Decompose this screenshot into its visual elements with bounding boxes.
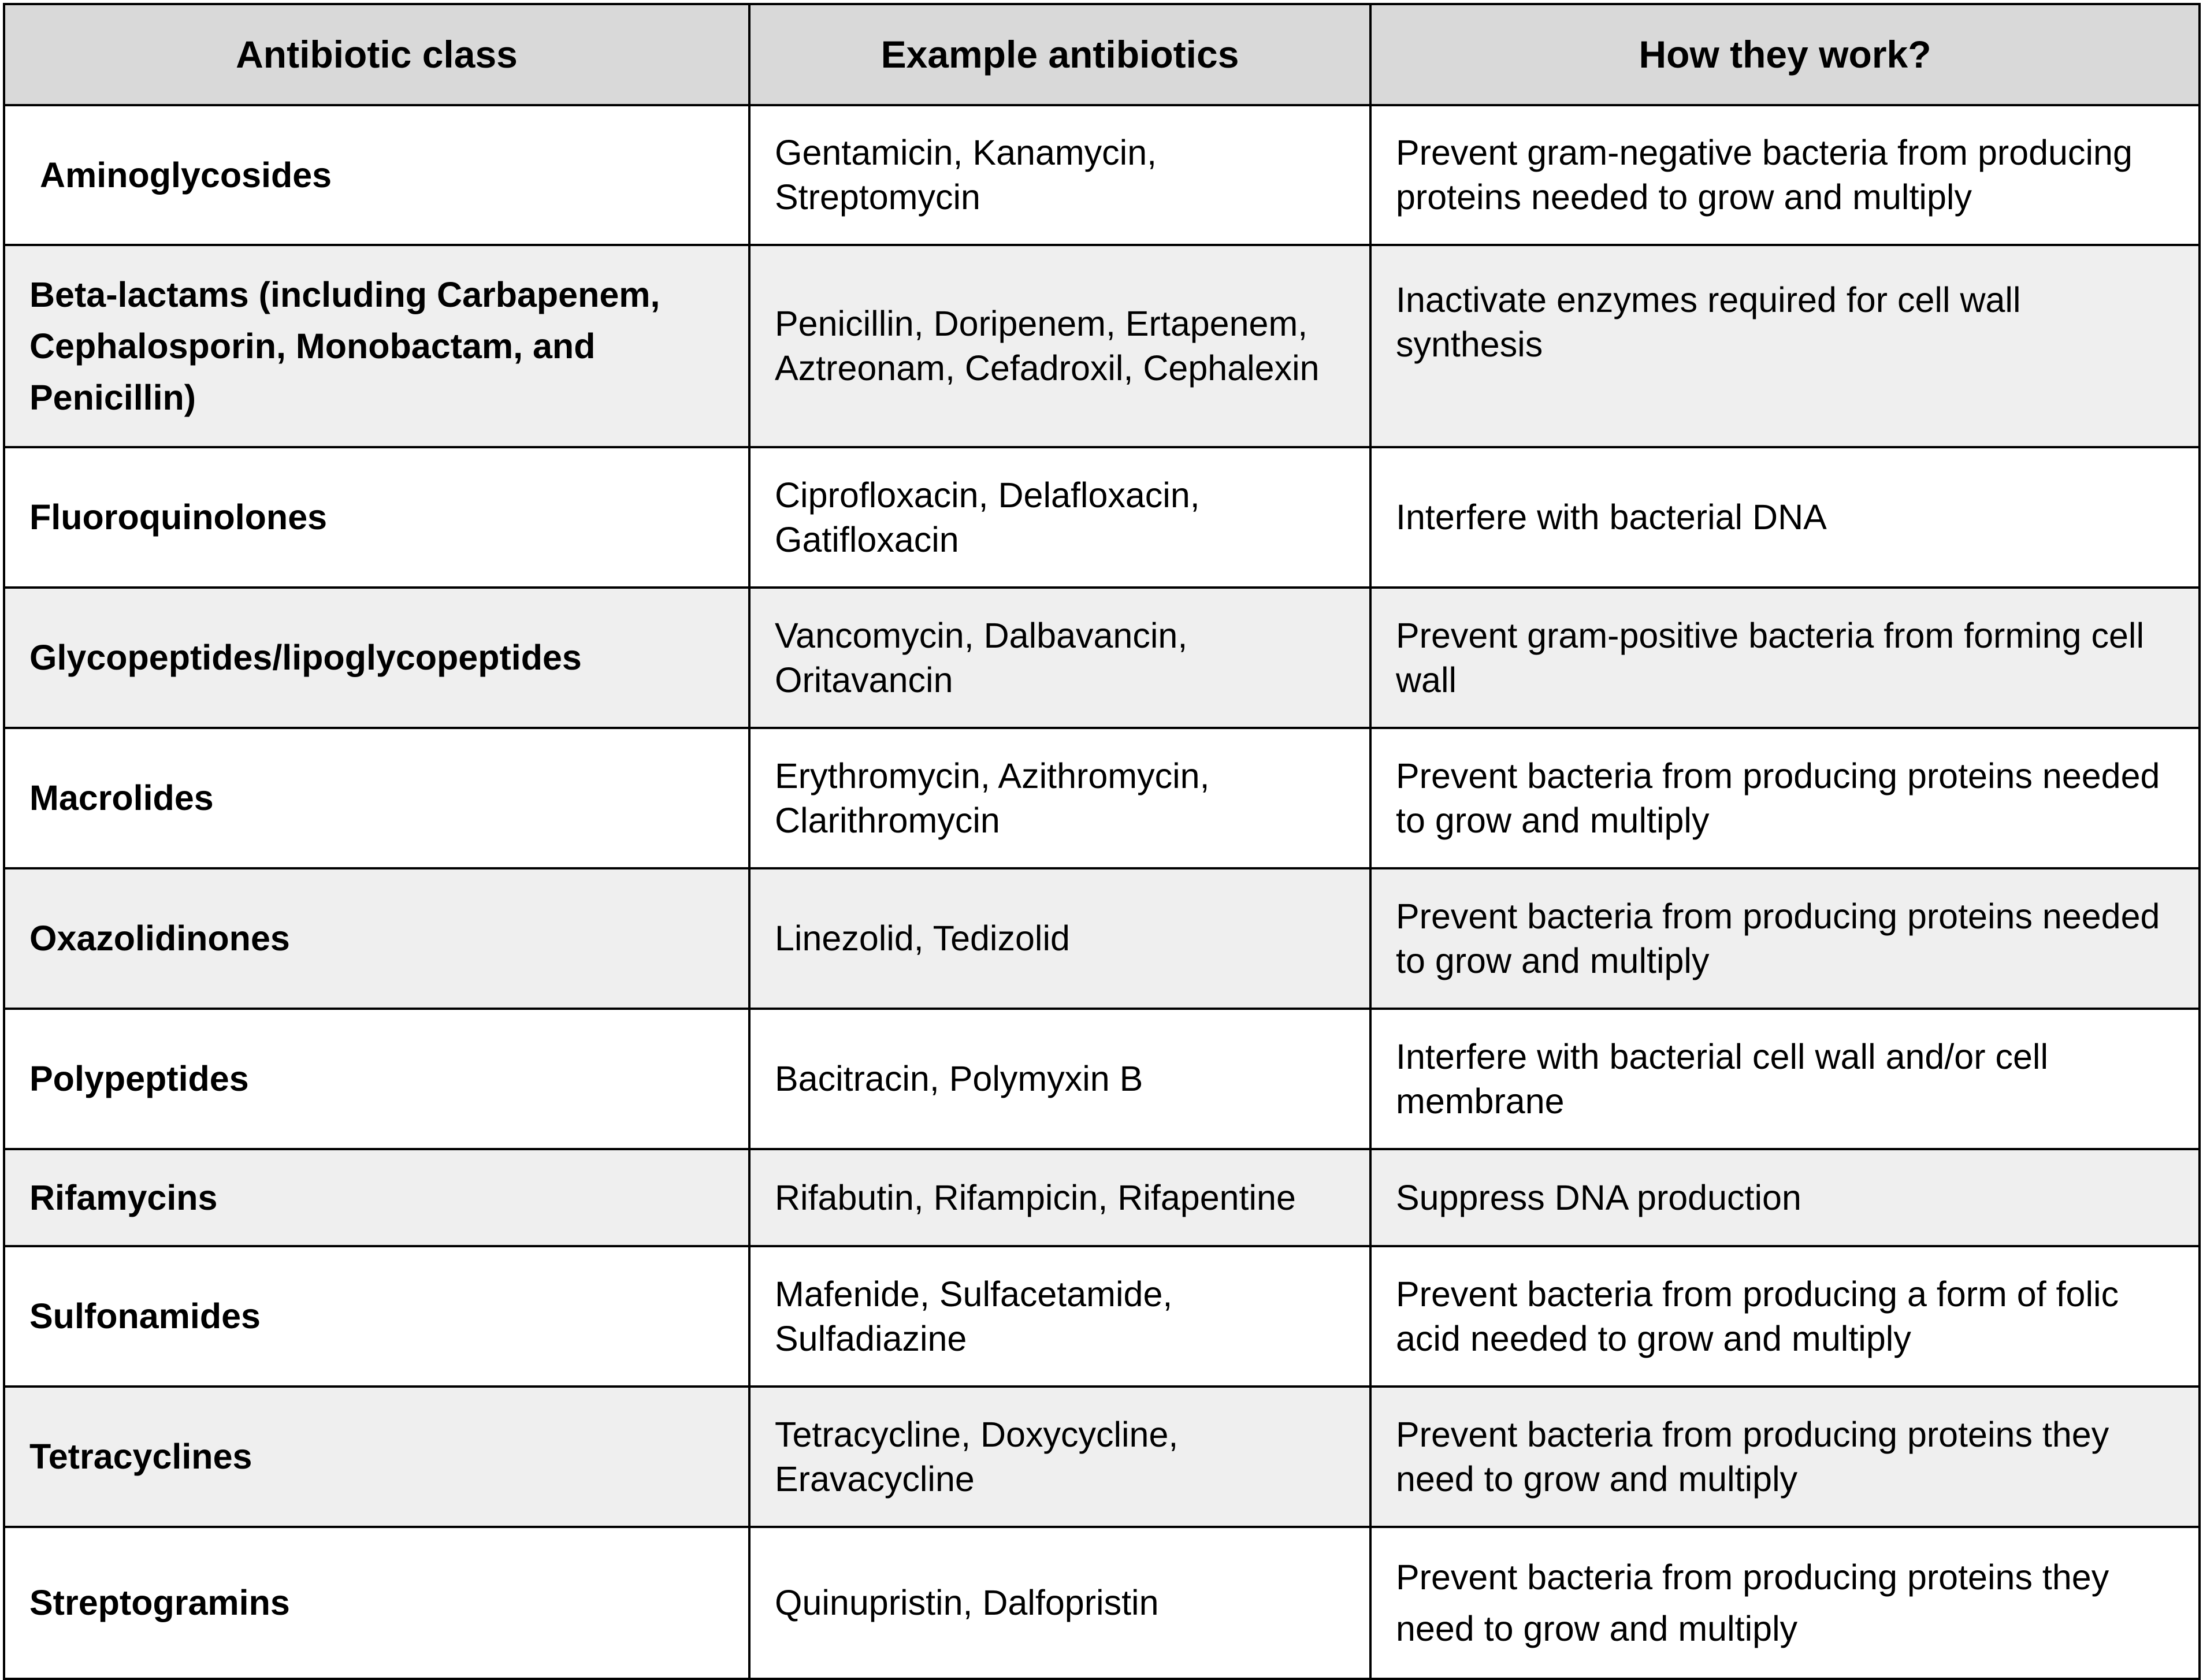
table-row xyxy=(4,588,2200,728)
examples-cell: Ciprofloxacin, Delafloxacin, Gatifloxacin xyxy=(749,447,1370,588)
header-antibiotic-class: Antibiotic class xyxy=(4,4,749,105)
table-row xyxy=(4,1527,2200,1679)
header-how-they-work: How they work? xyxy=(1370,4,2200,105)
mechanism-cell: Suppress DNA production xyxy=(1370,1149,2200,1246)
table-row xyxy=(4,1009,2200,1149)
mechanism-cell: Prevent bacteria from producing proteins they need to grow and multiply xyxy=(1370,1387,2200,1527)
examples-cell: Gentamicin, Kanamycin, Streptomycin xyxy=(749,105,1370,245)
examples-cell: Bacitracin, Polymyxin B xyxy=(749,1009,1370,1149)
table-row xyxy=(4,868,2200,1009)
examples-cell: Linezolid, Tedizolid xyxy=(749,868,1370,1009)
header-example-antibiotics: Example antibiotics xyxy=(749,4,1370,105)
mechanism-cell: Prevent bacteria from producing proteins needed to grow and multiply xyxy=(1370,868,2200,1009)
mechanism-cell: Prevent bacteria from producing proteins they need to grow and multiply xyxy=(1370,1527,2200,1679)
mechanism-cell: Prevent gram-positive bacteria from forming cell wall xyxy=(1370,588,2200,728)
examples-cell: Vancomycin, Dalbavancin, Oritavancin xyxy=(749,588,1370,728)
table-header-row xyxy=(4,4,2200,105)
class-cell: Streptogramins xyxy=(4,1527,749,1679)
table-row xyxy=(4,1387,2200,1527)
mechanism-cell: Interfere with bacterial cell wall and/or cell membrane xyxy=(1370,1009,2200,1149)
antibiotics-table xyxy=(3,3,2201,1680)
table-row xyxy=(4,447,2200,588)
mechanism-cell: Prevent bacteria from producing a form of folic acid needed to grow and multiply xyxy=(1370,1246,2200,1387)
class-cell: Tetracyclines xyxy=(4,1387,749,1527)
class-cell: Polypeptides xyxy=(4,1009,749,1149)
class-cell: Glycopeptides/lipoglycopeptides xyxy=(4,588,749,728)
class-cell: Macrolides xyxy=(4,728,749,868)
examples-cell: Rifabutin, Rifampicin, Rifapentine xyxy=(749,1149,1370,1246)
examples-cell: Mafenide, Sulfacetamide, Sulfadiazine xyxy=(749,1246,1370,1387)
table-row xyxy=(4,105,2200,245)
class-cell: Sulfonamides xyxy=(4,1246,749,1387)
mechanism-cell: Inactivate enzymes required for cell wall synthesis xyxy=(1370,245,2200,447)
class-cell: Oxazolidinones xyxy=(4,868,749,1009)
table-row xyxy=(4,1149,2200,1246)
class-cell: Rifamycins xyxy=(4,1149,749,1246)
class-cell: Fluoroquinolones xyxy=(4,447,749,588)
mechanism-cell: Prevent bacteria from producing proteins needed to grow and multiply xyxy=(1370,728,2200,868)
table-row xyxy=(4,728,2200,868)
class-cell: Beta-lactams (including Carbapenem, Cephalosporin, Monobactam, and Penicillin) xyxy=(4,245,749,447)
mechanism-cell: Interfere with bacterial DNA xyxy=(1370,447,2200,588)
examples-cell: Tetracycline, Doxycycline, Eravacycline xyxy=(749,1387,1370,1527)
class-cell: Aminoglycosides xyxy=(4,105,749,245)
table-row xyxy=(4,245,2200,447)
examples-cell: Quinupristin, Dalfopristin xyxy=(749,1527,1370,1679)
examples-cell: Penicillin, Doripenem, Ertapenem, Aztreonam, Cefadroxil, Cephalexin xyxy=(749,245,1370,447)
mechanism-cell: Prevent gram-negative bacteria from producing proteins needed to grow and multiply xyxy=(1370,105,2200,245)
table-row xyxy=(4,1246,2200,1387)
examples-cell: Erythromycin, Azithromycin, Clarithromycin xyxy=(749,728,1370,868)
